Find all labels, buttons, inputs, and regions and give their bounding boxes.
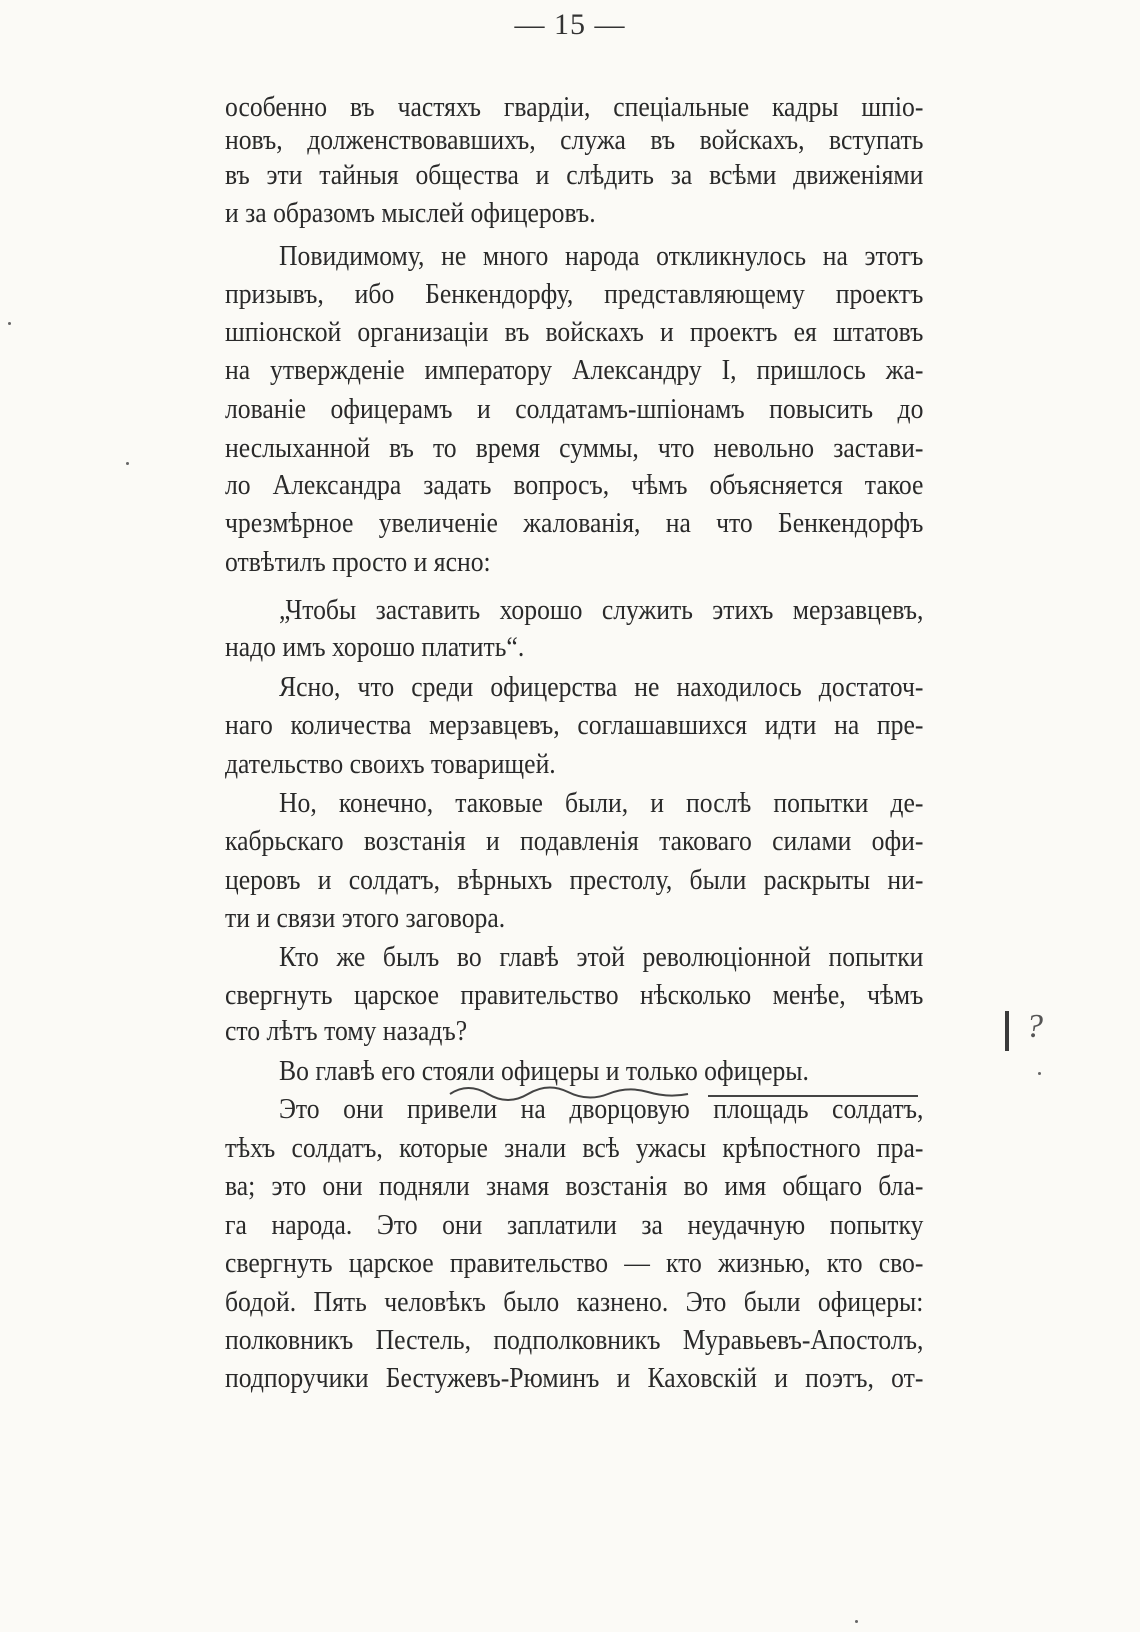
- text-line: Повидимому, не много народа откликнулось на этотъ: [279, 241, 924, 272]
- text-line: дательство своихъ товарищей.: [225, 749, 556, 780]
- text-line: Это они привели на дворцовую площадь солдатъ,: [279, 1094, 924, 1125]
- text-line: на утвержденіе императору Александру I, пришлось жа-: [225, 355, 924, 386]
- text-line: полковникъ Пестель, подполковникъ Муравьевъ-Апостолъ,: [225, 1325, 924, 1356]
- text-line: шпіонской организаціи въ войскахъ и проектъ ея штатовъ: [225, 317, 924, 348]
- text-line: Кто же былъ во главѣ этой революціонной попытки: [279, 942, 924, 973]
- text-line: отвѣтилъ просто и ясно:: [225, 547, 491, 578]
- text-line: лованіе офицерамъ и солдатамъ-шпіонамъ повысить до: [225, 394, 924, 425]
- quote-line: „Чтобы заставить хорошо служить этихъ мерзавцевъ,: [279, 595, 924, 626]
- text-line: въ эти тайныя общества и слѣдить за всѣми движеніями: [225, 160, 924, 191]
- text-line: Но, конечно, таковые были, и послѣ попытки де-: [279, 788, 924, 819]
- text-line: подпоручики Бестужевъ-Рюминъ и Каховскій и поэтъ, от-: [225, 1363, 924, 1394]
- text-line: призывъ, ибо Бенкендорфу, представляющему проектъ: [225, 279, 924, 310]
- text-line: церовъ и солдатъ, вѣрныхъ престолу, были раскрыты ни-: [225, 865, 924, 896]
- paper-speck: [8, 322, 11, 325]
- text-line: чрезмѣрное увеличеніе жалованія, на что Бенкендорфъ: [225, 508, 924, 539]
- text-line: новъ, долженствовавшихъ, служа въ войскахъ, вступать: [225, 125, 924, 156]
- text-line: особенно въ частяхъ гвардіи, спеціальные кадры шпіо-: [225, 92, 924, 123]
- text-line: неслыханной въ то время суммы, что невольно застави-: [225, 433, 924, 464]
- text-line: наго количества мерзавцевъ, соглашавшихся идти на пре-: [225, 710, 924, 741]
- text-line: бодой. Пять человѣкъ было казнено. Это были офицеры:: [225, 1287, 924, 1318]
- text-line: ло Александра задать вопросъ, чѣмъ объясняется такое: [225, 470, 924, 501]
- quote-line: надо имъ хорошо платить“.: [225, 632, 525, 663]
- paper-speck: [855, 1620, 858, 1623]
- text-line: ти и связи этого заговора.: [225, 903, 506, 934]
- paper-speck: [126, 462, 129, 465]
- text-line: свергнуть царское правительство — кто жизнью, кто сво-: [225, 1248, 924, 1279]
- page-number: — 15 —: [514, 8, 626, 41]
- margin-mark: [1005, 1011, 1009, 1051]
- text-line: тѣхъ солдатъ, которые знали всѣ ужасы крѣпостного пра-: [225, 1133, 924, 1164]
- text-line: га народа. Это они заплатили за неудачную попытку: [225, 1210, 924, 1241]
- margin-question-mark: ?: [1026, 1008, 1043, 1045]
- paper-speck: [1038, 1072, 1041, 1075]
- text-line: Ясно, что среди офицерства не находилось достаточ-: [279, 672, 924, 703]
- handwritten-underline: [448, 1078, 968, 1108]
- underlined-line: Во главѣ его стояли офицеры и только офицеры.: [279, 1056, 809, 1087]
- text-line: кабрьскаго возстанія и подавленія таковаго силами офи-: [225, 826, 924, 857]
- text-line: свергнуть царское правительство нѣсколько менѣе, чѣмъ: [225, 980, 924, 1011]
- text-line: сто лѣтъ тому назадъ?: [225, 1016, 468, 1047]
- text-line: и за образомъ мыслей офицеровъ.: [225, 198, 596, 229]
- text-line: ва; это они подняли знамя возстанія во имя общаго бла-: [225, 1171, 924, 1202]
